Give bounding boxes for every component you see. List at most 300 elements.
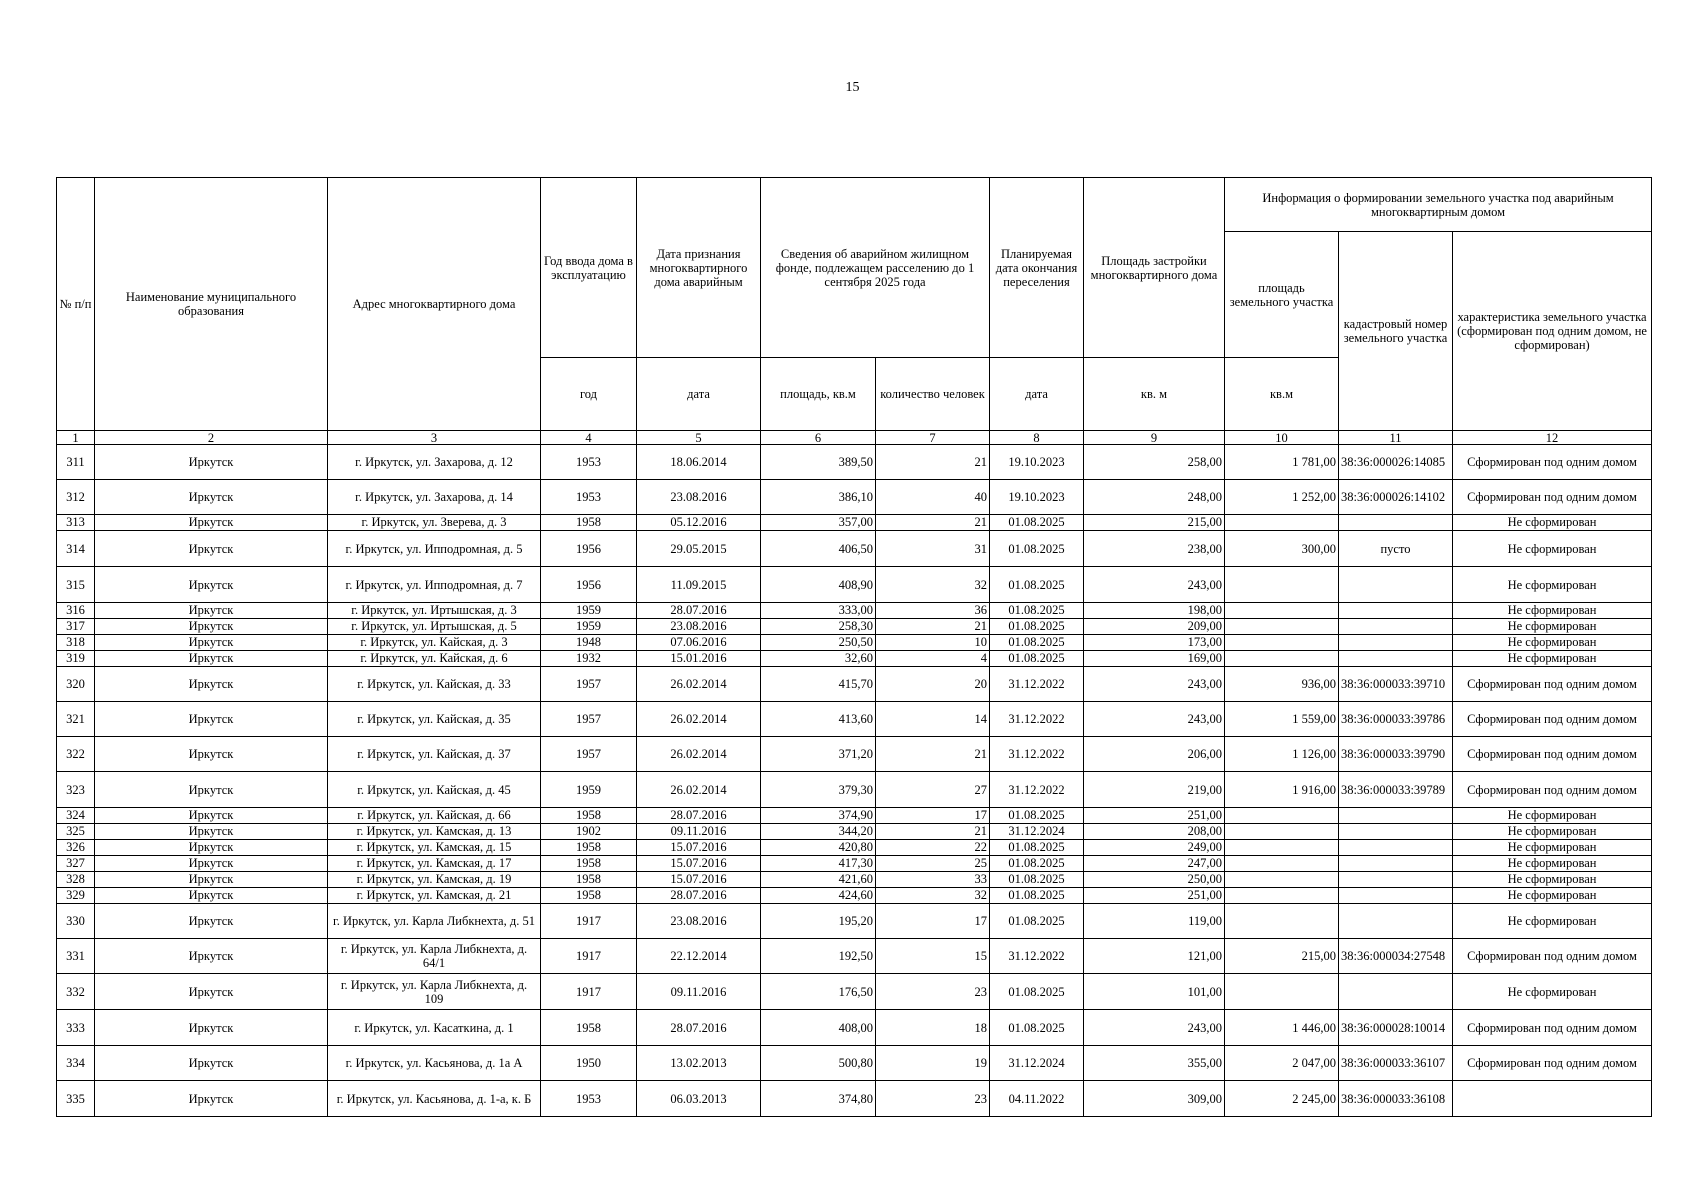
planned-date-cell: 31.12.2022 [990,772,1084,808]
unit-date: дата [637,358,761,431]
address-cell: г. Иркутск, ул. Камская, д. 17 [328,856,541,872]
land-status-cell: Не сформирован [1453,808,1652,824]
cadastral-cell [1339,974,1453,1010]
municipality-cell: Иркутск [95,480,328,515]
municipality-cell: Иркутск [95,888,328,904]
column-number: 7 [876,431,990,445]
column-number: 9 [1084,431,1225,445]
column-number-row [57,431,1652,445]
row-number: 317 [57,619,95,635]
land-area-cell [1225,651,1339,667]
cadastral-cell [1339,619,1453,635]
land-status-cell: Не сформирован [1453,840,1652,856]
unit-sqm: кв. м [1084,358,1225,431]
row-number: 312 [57,480,95,515]
year-cell: 1958 [541,888,637,904]
address-cell: г. Иркутск, ул. Кайская, д. 45 [328,772,541,808]
address-cell: г. Иркутск, ул. Ипподромная, д. 5 [328,531,541,567]
recognition-date-cell: 28.07.2016 [637,603,761,619]
land-area-cell [1225,619,1339,635]
table-row [57,635,1652,651]
municipality-cell: Иркутск [95,808,328,824]
building-area-cell: 248,00 [1084,480,1225,515]
planned-date-cell: 01.08.2025 [990,904,1084,939]
planned-date-cell: 01.08.2025 [990,974,1084,1010]
building-area-cell: 215,00 [1084,515,1225,531]
column-number: 6 [761,431,876,445]
area-cell: 192,50 [761,939,876,974]
people-cell: 36 [876,603,990,619]
year-cell: 1917 [541,939,637,974]
planned-date-cell: 31.12.2022 [990,939,1084,974]
building-area-cell: 258,00 [1084,445,1225,480]
year-cell: 1953 [541,1081,637,1117]
year-cell: 1958 [541,840,637,856]
row-number: 320 [57,667,95,702]
row-number: 332 [57,974,95,1010]
cadastral-cell [1339,904,1453,939]
cadastral-cell: 38:36:000028:10014 [1339,1010,1453,1046]
row-number: 315 [57,567,95,603]
address-cell: г. Иркутск, ул. Камская, д. 19 [328,872,541,888]
cadastral-cell: 38:36:000033:39710 [1339,667,1453,702]
recognition-date-cell: 23.08.2016 [637,619,761,635]
table-row [57,904,1652,939]
land-area-cell [1225,872,1339,888]
year-cell: 1959 [541,619,637,635]
table-header [57,178,1652,445]
table-row [57,445,1652,480]
planned-date-cell: 01.08.2025 [990,635,1084,651]
municipality-cell: Иркутск [95,531,328,567]
municipality-cell: Иркутск [95,772,328,808]
address-cell: г. Иркутск, ул. Иртышская, д. 5 [328,619,541,635]
year-cell: 1950 [541,1046,637,1081]
table-row [57,808,1652,824]
people-cell: 4 [876,651,990,667]
people-cell: 31 [876,531,990,567]
unit-year: год [541,358,637,431]
land-area-cell [1225,840,1339,856]
planned-date-cell: 01.08.2025 [990,808,1084,824]
year-cell: 1917 [541,974,637,1010]
cadastral-cell [1339,872,1453,888]
planned-date-cell: 31.12.2022 [990,667,1084,702]
planned-date-cell: 19.10.2023 [990,480,1084,515]
recognition-date-cell: 13.02.2013 [637,1046,761,1081]
people-cell: 27 [876,772,990,808]
area-cell: 500,80 [761,1046,876,1081]
table-row [57,737,1652,772]
cadastral-cell [1339,635,1453,651]
people-cell: 14 [876,702,990,737]
table-row [57,1010,1652,1046]
land-status-cell: Не сформирован [1453,567,1652,603]
cadastral-cell: 38:36:000026:14102 [1339,480,1453,515]
people-cell: 20 [876,667,990,702]
cadastral-cell: 38:36:000033:36107 [1339,1046,1453,1081]
year-cell: 1956 [541,531,637,567]
recognition-date-cell: 26.02.2014 [637,737,761,772]
planned-date-cell: 31.12.2022 [990,702,1084,737]
year-cell: 1957 [541,737,637,772]
land-status-cell: Не сформирован [1453,974,1652,1010]
land-area-cell [1225,824,1339,840]
cadastral-cell [1339,651,1453,667]
building-area-cell: 206,00 [1084,737,1225,772]
building-area-cell: 251,00 [1084,888,1225,904]
building-area-cell: 243,00 [1084,667,1225,702]
header-cadastral: кадастровый номер земельного участка [1339,232,1453,431]
people-cell: 32 [876,888,990,904]
row-number: 319 [57,651,95,667]
land-status-cell: Не сформирован [1453,515,1652,531]
year-cell: 1958 [541,1010,637,1046]
people-cell: 21 [876,445,990,480]
land-area-cell [1225,635,1339,651]
land-area-cell [1225,904,1339,939]
address-cell: г. Иркутск, ул. Кайская, д. 6 [328,651,541,667]
municipality-cell: Иркутск [95,1046,328,1081]
row-number: 333 [57,1010,95,1046]
year-cell: 1957 [541,702,637,737]
municipality-cell: Иркутск [95,445,328,480]
column-number: 2 [95,431,328,445]
people-cell: 33 [876,872,990,888]
planned-date-cell: 01.08.2025 [990,567,1084,603]
year-cell: 1958 [541,808,637,824]
area-cell: 379,30 [761,772,876,808]
recognition-date-cell: 15.07.2016 [637,872,761,888]
table-row [57,603,1652,619]
municipality-cell: Иркутск [95,872,328,888]
column-number: 3 [328,431,541,445]
table-row [57,1081,1652,1117]
row-number: 325 [57,824,95,840]
column-number: 8 [990,431,1084,445]
land-area-cell: 936,00 [1225,667,1339,702]
area-cell: 357,00 [761,515,876,531]
row-number: 329 [57,888,95,904]
building-area-cell: 208,00 [1084,824,1225,840]
planned-date-cell: 01.08.2025 [990,872,1084,888]
header-recognition-date: Дата признания многоквартирного дома аварийным [637,178,761,358]
year-cell: 1902 [541,824,637,840]
land-status-cell [1453,1081,1652,1117]
building-area-cell: 173,00 [1084,635,1225,651]
land-status-cell: Сформирован под одним домом [1453,737,1652,772]
unit-sqm: кв.м [1225,358,1339,431]
planned-date-cell: 01.08.2025 [990,619,1084,635]
row-number: 323 [57,772,95,808]
recognition-date-cell: 23.08.2016 [637,904,761,939]
year-cell: 1959 [541,772,637,808]
land-status-cell: Сформирован под одним домом [1453,667,1652,702]
area-cell: 258,30 [761,619,876,635]
people-cell: 23 [876,974,990,1010]
land-area-cell [1225,888,1339,904]
municipality-cell: Иркутск [95,824,328,840]
row-number: 335 [57,1081,95,1117]
address-cell: г. Иркутск, ул. Касьянова, д. 1а А [328,1046,541,1081]
row-number: 316 [57,603,95,619]
area-cell: 374,80 [761,1081,876,1117]
year-cell: 1953 [541,445,637,480]
land-area-cell [1225,603,1339,619]
land-area-cell: 1 126,00 [1225,737,1339,772]
people-cell: 19 [876,1046,990,1081]
header-land-area: площадь земельного участка [1225,232,1339,358]
header-land-status: характеристика земельного участка (сформирован под одним домом, не сформирован) [1453,232,1652,431]
year-cell: 1959 [541,603,637,619]
table-row [57,515,1652,531]
year-cell: 1958 [541,515,637,531]
cadastral-cell [1339,808,1453,824]
table-row [57,840,1652,856]
area-cell: 344,20 [761,824,876,840]
land-status-cell: Сформирован под одним домом [1453,445,1652,480]
area-cell: 195,20 [761,904,876,939]
area-cell: 250,50 [761,635,876,651]
municipality-cell: Иркутск [95,737,328,772]
address-cell: г. Иркутск, ул. Кайская, д. 3 [328,635,541,651]
planned-date-cell: 01.08.2025 [990,515,1084,531]
land-status-cell: Не сформирован [1453,619,1652,635]
municipality-cell: Иркутск [95,974,328,1010]
recognition-date-cell: 18.06.2014 [637,445,761,480]
cadastral-cell [1339,603,1453,619]
land-area-cell [1225,567,1339,603]
municipality-cell: Иркутск [95,1081,328,1117]
land-status-cell: Не сформирован [1453,872,1652,888]
row-number: 330 [57,904,95,939]
land-status-cell: Не сформирован [1453,856,1652,872]
address-cell: г. Иркутск, ул. Карла Либкнехта, д. 109 [328,974,541,1010]
address-cell: г. Иркутск, ул. Зверева, д. 3 [328,515,541,531]
address-cell: г. Иркутск, ул. Камская, д. 21 [328,888,541,904]
row-number: 314 [57,531,95,567]
municipality-cell: Иркутск [95,651,328,667]
people-cell: 18 [876,1010,990,1046]
building-area-cell: 309,00 [1084,1081,1225,1117]
area-cell: 408,00 [761,1010,876,1046]
recognition-date-cell: 26.02.2014 [637,702,761,737]
planned-date-cell: 01.08.2025 [990,603,1084,619]
year-cell: 1932 [541,651,637,667]
building-area-cell: 238,00 [1084,531,1225,567]
planned-date-cell: 01.08.2025 [990,888,1084,904]
row-number: 313 [57,515,95,531]
table-row [57,531,1652,567]
area-cell: 386,10 [761,480,876,515]
building-area-cell: 169,00 [1084,651,1225,667]
address-cell: г. Иркутск, ул. Ипподромная, д. 7 [328,567,541,603]
row-number: 331 [57,939,95,974]
address-cell: г. Иркутск, ул. Кайская, д. 33 [328,667,541,702]
recognition-date-cell: 07.06.2016 [637,635,761,651]
row-number: 321 [57,702,95,737]
land-area-cell: 1 446,00 [1225,1010,1339,1046]
planned-date-cell: 04.11.2022 [990,1081,1084,1117]
land-status-cell: Не сформирован [1453,603,1652,619]
table-row [57,939,1652,974]
municipality-cell: Иркутск [95,904,328,939]
recognition-date-cell: 26.02.2014 [637,667,761,702]
unit-people: количество человек [876,358,990,431]
header-building-area: Площадь застройки многоквартирного дома [1084,178,1225,358]
column-number: 1 [57,431,95,445]
municipality-cell: Иркутск [95,702,328,737]
table-row [57,872,1652,888]
building-area-cell: 101,00 [1084,974,1225,1010]
area-cell: 32,60 [761,651,876,667]
land-area-cell [1225,808,1339,824]
recognition-date-cell: 15.07.2016 [637,856,761,872]
people-cell: 23 [876,1081,990,1117]
building-area-cell: 209,00 [1084,619,1225,635]
land-area-cell [1225,515,1339,531]
planned-date-cell: 31.12.2022 [990,737,1084,772]
planned-date-cell: 01.08.2025 [990,531,1084,567]
cadastral-cell [1339,824,1453,840]
address-cell: г. Иркутск, ул. Карла Либкнехта, д. 51 [328,904,541,939]
land-area-cell: 2 245,00 [1225,1081,1339,1117]
building-area-cell: 243,00 [1084,702,1225,737]
column-number: 12 [1453,431,1652,445]
table-row [57,480,1652,515]
cadastral-cell [1339,515,1453,531]
year-cell: 1958 [541,856,637,872]
building-area-cell: 219,00 [1084,772,1225,808]
land-status-cell: Не сформирован [1453,824,1652,840]
municipality-cell: Иркутск [95,840,328,856]
year-cell: 1948 [541,635,637,651]
year-cell: 1958 [541,872,637,888]
recognition-date-cell: 28.07.2016 [637,1010,761,1046]
people-cell: 21 [876,824,990,840]
recognition-date-cell: 26.02.2014 [637,772,761,808]
cadastral-cell [1339,840,1453,856]
recognition-date-cell: 15.07.2016 [637,840,761,856]
recognition-date-cell: 09.11.2016 [637,974,761,1010]
area-cell: 424,60 [761,888,876,904]
land-status-cell: Сформирован под одним домом [1453,1046,1652,1081]
year-cell: 1956 [541,567,637,603]
land-status-cell: Сформирован под одним домом [1453,702,1652,737]
building-area-cell: 251,00 [1084,808,1225,824]
table-row [57,619,1652,635]
area-cell: 176,50 [761,974,876,1010]
municipality-cell: Иркутск [95,567,328,603]
building-area-cell: 121,00 [1084,939,1225,974]
land-area-cell: 1 916,00 [1225,772,1339,808]
recognition-date-cell: 23.08.2016 [637,480,761,515]
table-row [57,1046,1652,1081]
people-cell: 15 [876,939,990,974]
people-cell: 32 [876,567,990,603]
land-area-cell: 1 781,00 [1225,445,1339,480]
row-number: 322 [57,737,95,772]
cadastral-cell: 38:36:000026:14085 [1339,445,1453,480]
table-row [57,974,1652,1010]
area-cell: 371,20 [761,737,876,772]
recognition-date-cell: 28.07.2016 [637,808,761,824]
row-number: 326 [57,840,95,856]
land-area-cell [1225,856,1339,872]
emergency-housing-table [56,177,1652,1117]
municipality-cell: Иркутск [95,603,328,619]
building-area-cell: 249,00 [1084,840,1225,856]
address-cell: г. Иркутск, ул. Кайская, д. 37 [328,737,541,772]
building-area-cell: 243,00 [1084,1010,1225,1046]
area-cell: 389,50 [761,445,876,480]
people-cell: 17 [876,808,990,824]
header-planned-date: Планируемая дата окончания переселения [990,178,1084,358]
table-row [57,651,1652,667]
row-number: 327 [57,856,95,872]
recognition-date-cell: 28.07.2016 [637,888,761,904]
recognition-date-cell: 15.01.2016 [637,651,761,667]
recognition-date-cell: 22.12.2014 [637,939,761,974]
column-number: 4 [541,431,637,445]
area-cell: 417,30 [761,856,876,872]
land-status-cell: Сформирован под одним домом [1453,1010,1652,1046]
table-row [57,888,1652,904]
year-cell: 1917 [541,904,637,939]
table-row [57,702,1652,737]
cadastral-cell [1339,856,1453,872]
row-number: 324 [57,808,95,824]
address-cell: г. Иркутск, ул. Захарова, д. 14 [328,480,541,515]
table-body [57,445,1652,1117]
year-cell: 1957 [541,667,637,702]
address-cell: г. Иркутск, ул. Камская, д. 13 [328,824,541,840]
people-cell: 25 [876,856,990,872]
column-number: 5 [637,431,761,445]
cadastral-cell [1339,888,1453,904]
building-area-cell: 119,00 [1084,904,1225,939]
year-cell: 1953 [541,480,637,515]
header-emergency-fund: Сведения об аварийном жилищном фонде, подлежащем расселению до 1 сентября 2025 года [761,178,990,358]
land-status-cell: Не сформирован [1453,904,1652,939]
area-cell: 333,00 [761,603,876,619]
planned-date-cell: 19.10.2023 [990,445,1084,480]
address-cell: г. Иркутск, ул. Иртышская, д. 3 [328,603,541,619]
municipality-cell: Иркутск [95,667,328,702]
area-cell: 408,90 [761,567,876,603]
address-cell: г. Иркутск, ул. Касьянова, д. 1-а, к. Б [328,1081,541,1117]
people-cell: 17 [876,904,990,939]
header-year: Год ввода дома в эксплуатацию [541,178,637,358]
planned-date-cell: 01.08.2025 [990,651,1084,667]
header-num: № п/п [57,178,95,431]
land-area-cell [1225,974,1339,1010]
row-number: 318 [57,635,95,651]
municipality-cell: Иркутск [95,939,328,974]
table-row [57,772,1652,808]
address-cell: г. Иркутск, ул. Касаткина, д. 1 [328,1010,541,1046]
column-number: 11 [1339,431,1453,445]
land-status-cell: Сформирован под одним домом [1453,772,1652,808]
people-cell: 40 [876,480,990,515]
people-cell: 10 [876,635,990,651]
table-row [57,667,1652,702]
municipality-cell: Иркутск [95,515,328,531]
people-cell: 21 [876,737,990,772]
municipality-cell: Иркутск [95,635,328,651]
header-municipality: Наименование муниципального образования [95,178,328,431]
land-area-cell: 2 047,00 [1225,1046,1339,1081]
